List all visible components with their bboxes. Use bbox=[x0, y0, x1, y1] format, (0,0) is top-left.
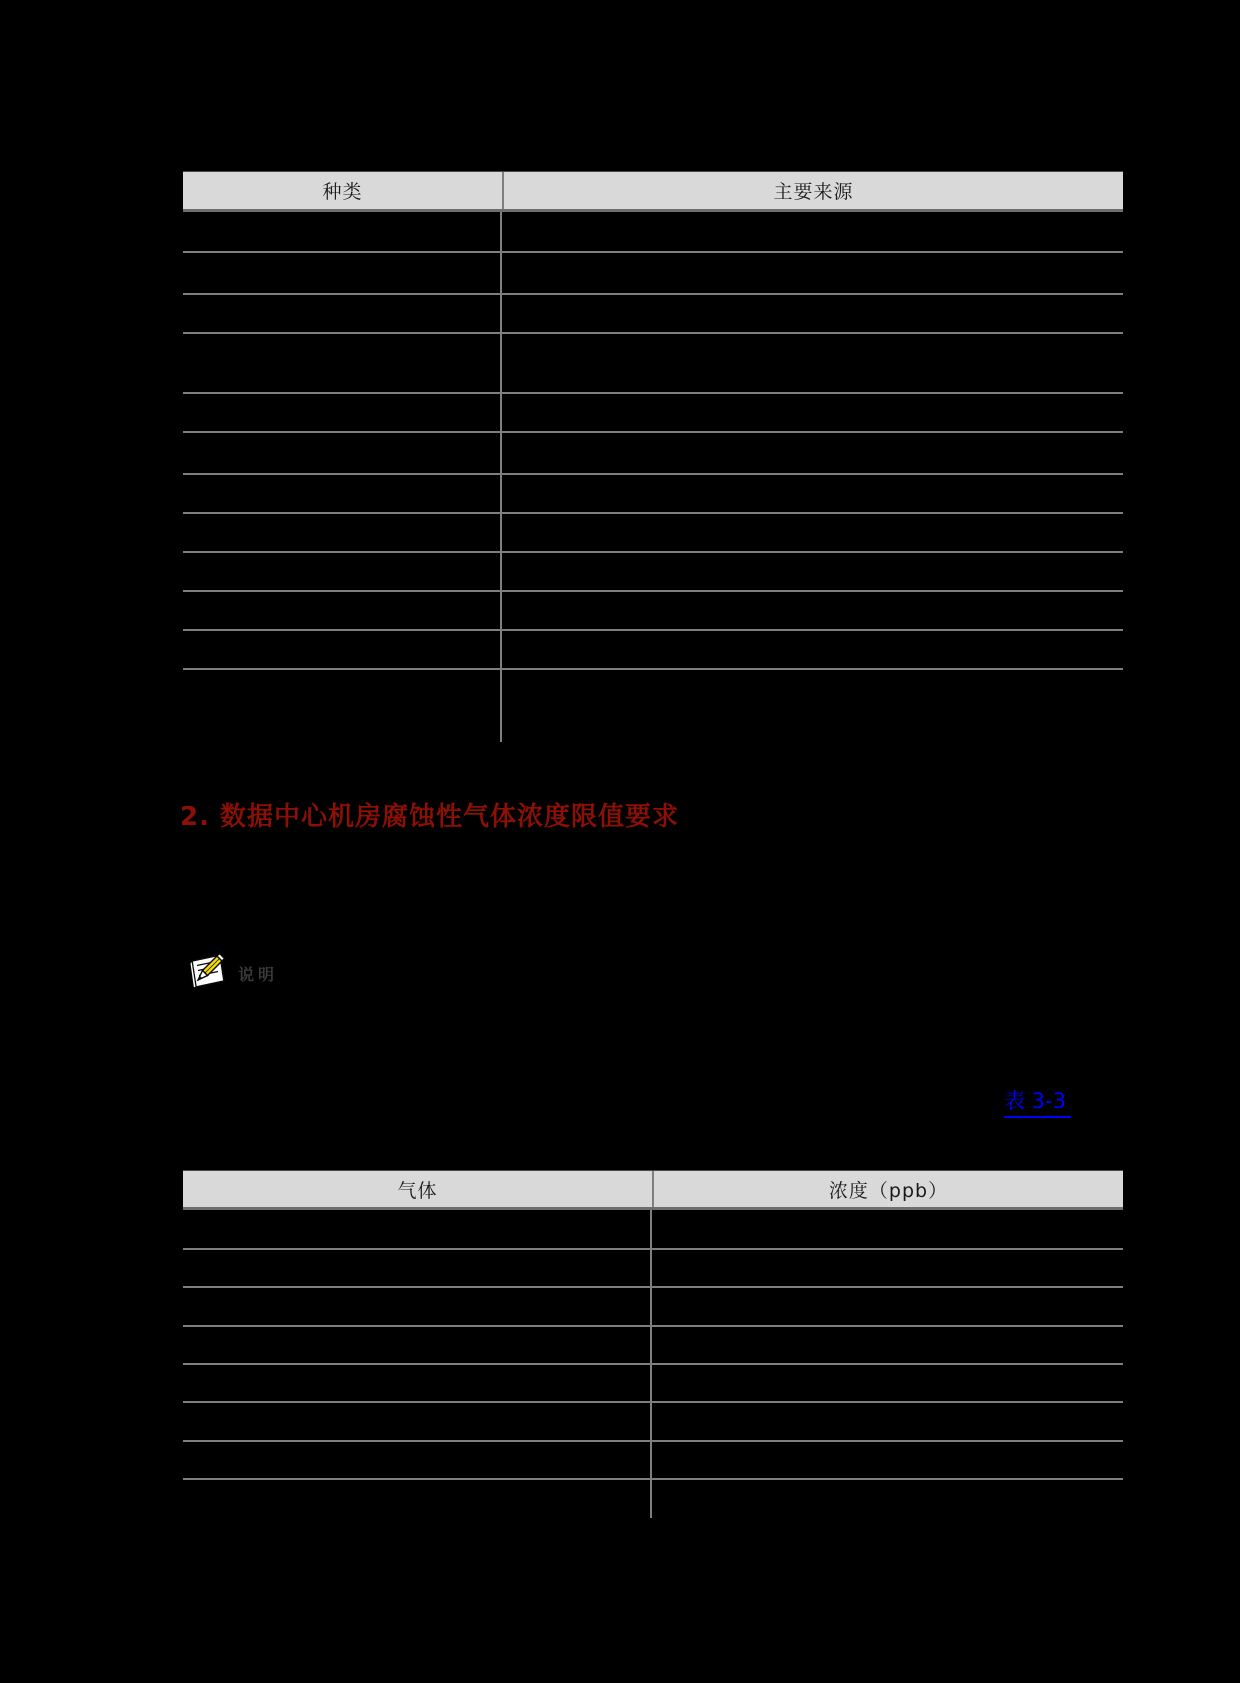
table-cell bbox=[183, 1442, 652, 1478]
species-column-header: 种类 bbox=[183, 172, 504, 209]
table-cell bbox=[502, 592, 1123, 629]
table-cell bbox=[652, 1327, 1123, 1363]
table-cell bbox=[183, 631, 502, 668]
table-row bbox=[183, 253, 1123, 295]
table-row bbox=[183, 433, 1123, 475]
table-cell bbox=[183, 212, 502, 251]
table-cell bbox=[183, 295, 502, 332]
table-row bbox=[183, 514, 1123, 553]
table-row bbox=[183, 1365, 1123, 1403]
species-source-table-header bbox=[183, 171, 1123, 212]
table-cell bbox=[502, 475, 1123, 512]
section-heading: 2. 数据中心机房腐蚀性气体浓度限值要求 bbox=[180, 802, 680, 832]
species-source-table bbox=[183, 171, 1123, 742]
table-row bbox=[183, 1288, 1123, 1327]
table-row bbox=[183, 475, 1123, 514]
table-cell bbox=[502, 394, 1123, 431]
table-row bbox=[183, 1250, 1123, 1288]
table-cell bbox=[502, 212, 1123, 251]
table-row bbox=[183, 212, 1123, 253]
table-cell bbox=[183, 1210, 652, 1248]
table-row bbox=[183, 1442, 1123, 1480]
table-row bbox=[183, 1210, 1123, 1250]
table-cell bbox=[502, 670, 1123, 742]
table-cell bbox=[183, 253, 502, 293]
table-row bbox=[183, 631, 1123, 670]
gas-column-header: 气体 bbox=[183, 1171, 654, 1207]
main-source-column-header: 主要来源 bbox=[773, 181, 854, 203]
table-row bbox=[183, 1480, 1123, 1518]
table-cell bbox=[183, 394, 502, 431]
table-row bbox=[183, 1403, 1123, 1442]
table-cell bbox=[183, 514, 502, 551]
table-cell bbox=[183, 334, 502, 392]
table-cell bbox=[502, 631, 1123, 668]
species-source-table-body bbox=[183, 212, 1123, 742]
table-row bbox=[183, 295, 1123, 334]
table-row bbox=[183, 553, 1123, 592]
note-label: 说明 bbox=[238, 965, 279, 984]
table-cell bbox=[183, 1480, 652, 1518]
table-cell bbox=[652, 1365, 1123, 1401]
table-cell bbox=[652, 1210, 1123, 1248]
table-cell bbox=[652, 1288, 1123, 1325]
table-cell bbox=[652, 1250, 1123, 1286]
table-cell bbox=[183, 592, 502, 629]
table-cell bbox=[183, 1327, 652, 1363]
table-cell bbox=[183, 1403, 652, 1440]
note-pencil-icon bbox=[185, 944, 239, 988]
table-cell bbox=[502, 334, 1123, 392]
table-row bbox=[183, 394, 1123, 433]
table-row bbox=[183, 670, 1123, 742]
gas-concentration-table-header bbox=[183, 1170, 1123, 1210]
table-cell bbox=[502, 553, 1123, 590]
table-cell bbox=[652, 1403, 1123, 1440]
table-cell bbox=[183, 475, 502, 512]
table-cell bbox=[652, 1442, 1123, 1478]
table-row bbox=[183, 592, 1123, 631]
table-cell bbox=[183, 433, 502, 473]
table-cell bbox=[183, 553, 502, 590]
table-cell bbox=[502, 514, 1123, 551]
table-3-3-link[interactable]: 表 3-3 bbox=[1004, 1085, 1071, 1118]
table-cell bbox=[502, 295, 1123, 332]
table-cell bbox=[502, 433, 1123, 473]
table-cell bbox=[183, 1365, 652, 1401]
table-cell bbox=[502, 253, 1123, 293]
table-cell bbox=[652, 1480, 1123, 1518]
concentration-column-header: 浓度（ppb） bbox=[828, 1179, 949, 1202]
gas-concentration-table bbox=[183, 1170, 1123, 1518]
table-row bbox=[183, 334, 1123, 394]
gas-concentration-table-body bbox=[183, 1210, 1123, 1518]
table-row bbox=[183, 1327, 1123, 1365]
table-cell bbox=[183, 670, 502, 742]
table-cell bbox=[183, 1250, 652, 1286]
table-cell bbox=[183, 1288, 652, 1325]
